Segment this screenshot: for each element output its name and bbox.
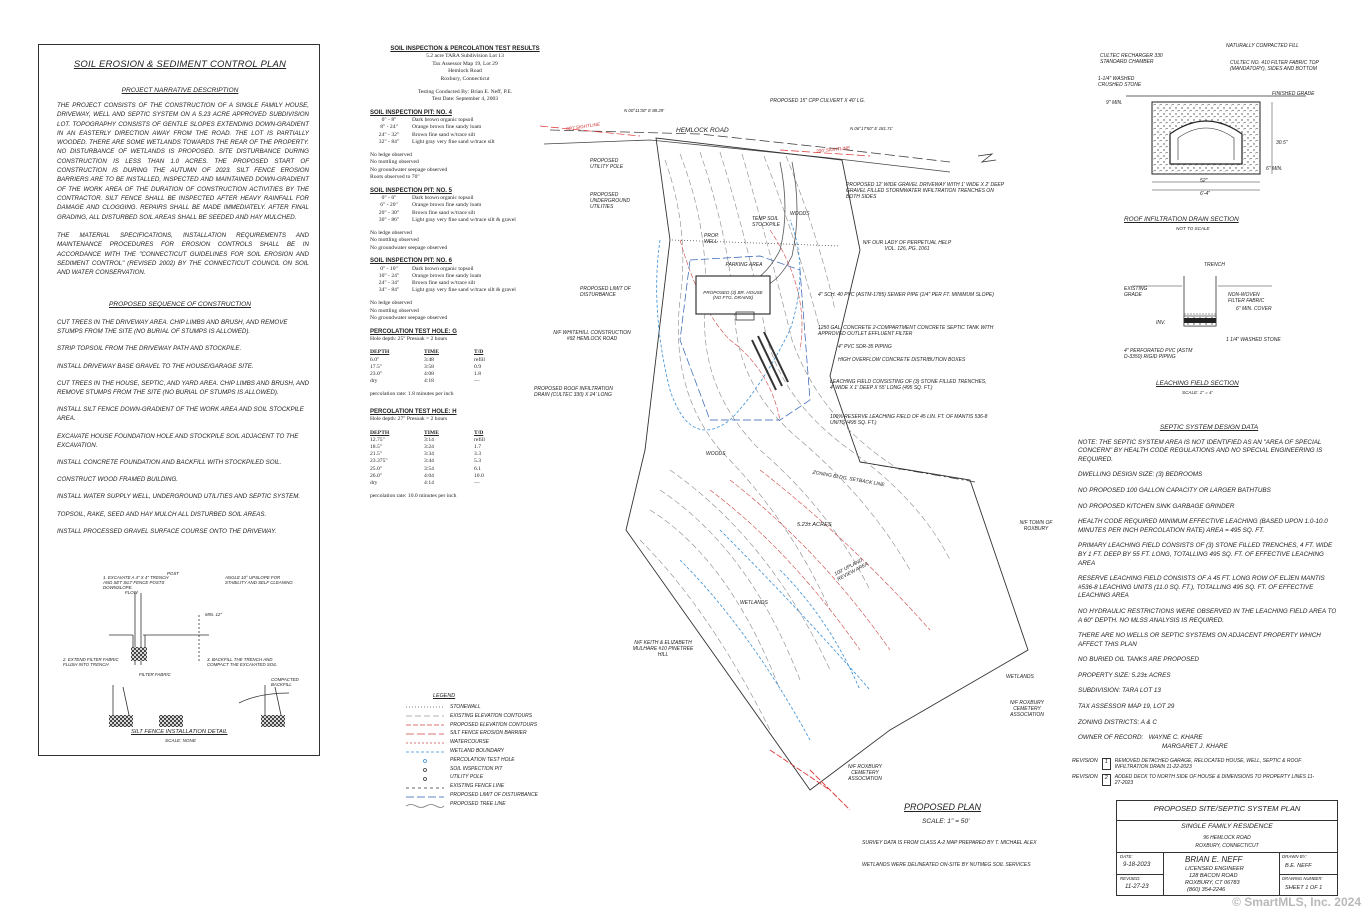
- revision-number: 1: [1102, 758, 1111, 770]
- stockpile-label: TEMP SOIL STOCKPILE: [752, 216, 780, 228]
- perc-header: DEPTH: [370, 349, 390, 356]
- perc-cell: 4:04: [424, 472, 434, 479]
- perc-cell: 18.5": [370, 444, 383, 451]
- leach-cover: 6" MIN. COVER: [1236, 306, 1272, 312]
- wetlands-note: WETLANDS WERE DELINEATED ON-SITE BY NUTMEG SOIL SERVICES: [862, 862, 1031, 868]
- soil-pit-cell: 32" - 84": [378, 138, 400, 145]
- wetlands-label: WETLANDS: [740, 600, 768, 606]
- sheet-title: PROPOSED SITE/SEPTIC SYSTEM PLAN: [1153, 804, 1301, 813]
- leach-section-scale: SCALE: 1" = 4': [1182, 390, 1213, 395]
- bearing-1: N 00°11'30" E 88.29': [624, 108, 665, 113]
- septic-note: NOTE: THE SEPTIC SYSTEM AREA IS NOT IDENTIFIED AS AN "AREA OF SPECIAL CONCERN" BY HEALTH CODE REGULATIONS AND NO SPECIAL ENGINEERING IS REQUIRED.: [1078, 438, 1323, 463]
- silt-flow-label: FLOW: [125, 590, 138, 595]
- perc-cell: 26.0": [370, 472, 383, 479]
- owner-1: WAYNE C. KHARE: [1148, 734, 1203, 742]
- septic-item: THERE ARE NO WELLS OR SEPTIC SYSTEMS ON ADJACENT PROPERTY WHICH AFFECT THIS PLAN: [1078, 632, 1321, 648]
- driveway-label: PROPOSED 12' WIDE GRAVEL DRIVEWAY WITH 1' WIDE X 2' DEEP GRAVEL FILLED STORMWATER INFILTRATION TRENCHES ON BOTH SIDES: [846, 182, 1004, 200]
- leach-grade: EXISTING GRADE: [1124, 286, 1148, 298]
- neighbor-lady-label: N/F OUR LADY OF PERPETUAL HELP VOL. 126, PG. 1061: [862, 240, 952, 252]
- road-label: HEMLOCK ROAD: [676, 127, 729, 134]
- survey-note: SURVEY DATA IS FROM CLASS A-2 MAP PREPARED BY T. MICHAEL ALEX: [862, 840, 1037, 846]
- soil-pit-row: [370, 273, 520, 280]
- sequence-step: INSTALL WATER SUPPLY WELL, UNDERGROUND UTILITIES AND SEPTIC SYSTEM.: [57, 493, 301, 501]
- owner-line: [1078, 734, 1340, 743]
- perc-cell: 3:24: [424, 444, 434, 451]
- soil-subtitle-1: 5.2 acre TARA Subdivision Lot 13: [426, 53, 504, 60]
- soil-pit-cell: Orange brown fine sandy loam: [412, 202, 482, 209]
- underground-utilities-label: PROPOSED UNDERGROUND UTILITIES: [590, 192, 630, 210]
- keith-label: N/F KEITH & ELIZABETH MULHARE #10 PINETREE HILL: [632, 640, 694, 658]
- address-1: 96 HEMLOCK ROAD: [1203, 835, 1251, 841]
- setback-label: ZONING BLDG. SETBACK LINE: [812, 469, 886, 489]
- septic-title: SEPTIC SYSTEM DESIGN DATA: [1159, 424, 1259, 431]
- narrative-paragraph-2: THE MATERIAL SPECIFICATIONS, INSTALLATION REQUIREMENTS AND MAINTENANCE PROCEDURES FOR EROSION CONTROLS SHALL BE IN ACCORDANCE WITH THE "CONNECTICUT GUIDELINES FOR SOIL EROSION AND SEDIMENT CONTROL" (REVISED 2002) BY THE CONNECTICUT COUNCIL ON SOIL AND WATER CONSERVATION.: [57, 232, 309, 277]
- soil-pit-table: [370, 266, 520, 295]
- leach-trench: TRENCH: [1204, 262, 1225, 268]
- revision-row: [1072, 774, 1322, 786]
- cemetery-label-2: N/F ROXBURY CEMETERY ASSOCIATION: [848, 764, 882, 782]
- roof-l2: NATURALLY COMPACTED FILL: [1226, 43, 1299, 49]
- roof-drain-label: PROPOSED ROOF INFILTRATION DRAIN (CULTEC 330) X 24' LONG: [534, 386, 613, 398]
- title-block: [1116, 800, 1338, 896]
- revisions: [1072, 758, 1322, 786]
- perc-hole: Hole depth: 27" Presoak = 2 hours: [370, 416, 448, 423]
- sequence-step: INSTALL SILT FENCE DOWN-GRADIENT OF THE WORK AREA AND SOIL STOCKPILE AREA.: [57, 406, 304, 423]
- septic-item: PROPERTY SIZE: 5.23± ACRES: [1078, 671, 1171, 679]
- watermark: © SmartMLS, Inc. 2024: [1232, 895, 1361, 909]
- leaching-trenches: [752, 332, 788, 390]
- sequence-step: CUT TREES IN THE HOUSE, SEPTIC, AND YARD AREA. CHIP LIMBS AND BRUSH, AND REMOVE STUMPS FROM THE SITE (NO BURIAL OF STUMPS IS ALLOWED).: [57, 379, 310, 397]
- soil-pit-cell: Dark brown organic topsoil: [412, 265, 474, 272]
- silt-angle-label: ANGLE 10° UPSLOPE FOR STABILITY AND SELF CLEANING: [225, 575, 293, 585]
- perc-header: T/D: [474, 349, 484, 356]
- roof-drain-section-drawing: [1126, 58, 1306, 208]
- perc-table: [370, 430, 524, 488]
- soil-pit-note: Roots observed to 70": [370, 174, 420, 181]
- erosion-control-panel: [38, 44, 320, 756]
- legend-item: WATERCOURSE: [450, 739, 489, 746]
- drawn-label: DRAWN BY:: [1282, 854, 1307, 859]
- perc-row: [370, 378, 524, 385]
- perc-cell: dry: [370, 378, 378, 385]
- engineer-line-1: LICENSED ENGINEER: [1185, 866, 1244, 872]
- roof-d5: 6" MIN.: [1266, 166, 1283, 172]
- perc-rate: percolation rate: 1.8 minutes per inch: [370, 391, 454, 398]
- silt-filter-label: FILTER FABRIC: [139, 672, 171, 677]
- perc-hole: Hole depth: 25" Presoak = 2 hours: [370, 335, 448, 342]
- perc-cell: 3:54: [424, 465, 434, 472]
- septic-item: NO PROPOSED KITCHEN SINK GARBAGE GRINDER: [1078, 502, 1235, 510]
- perc-cell: 1.7: [474, 444, 481, 451]
- roof-d2: 52": [1200, 178, 1208, 184]
- soil-pit-row: [370, 266, 520, 273]
- address-2: ROXBURY, CONNECTICUT: [1195, 843, 1259, 849]
- plan-title: PROPOSED PLAN: [904, 802, 982, 812]
- septic-tank-label: 1250 GAL. CONCRETE 2-COMPARTMENT CONCRETE SEPTIC TANK WITH APPROVED OUTLET EFFLUENT FILTER: [818, 325, 994, 337]
- soil-pit-table: [370, 195, 520, 224]
- septic-item: DWELLING DESIGN SIZE: (3) BEDROOMS: [1078, 471, 1203, 479]
- soil-subtitle-3: Hemlock Road: [448, 68, 482, 75]
- perc-title: PERCOLATION TEST HOLE: G: [370, 328, 457, 335]
- sequence-step: INSTALL CONCRETE FOUNDATION AND BACKFILL WITH STOCKPILED SOIL.: [57, 459, 282, 467]
- limit-label: PROPOSED LIMIT OF DISTURBANCE: [580, 286, 631, 298]
- soil-pit-title: SOIL INSPECTION PIT: NO. 4: [370, 109, 452, 116]
- septic-item: NO BURIED OIL TANKS ARE PROPOSED: [1078, 656, 1199, 664]
- panel-title: SOIL EROSION & SEDIMENT CONTROL PLAN: [73, 59, 287, 70]
- soil-pit-note: No ledge observed: [370, 300, 412, 307]
- owner-2: MARGARET J. KHARE: [1162, 742, 1228, 750]
- drawing-number: SHEET 1 OF 1: [1285, 885, 1323, 891]
- perc-cell: 3:14: [424, 436, 434, 443]
- soil-pit-cell: Light gray very fine sand w/trace silt: [412, 138, 495, 145]
- revision-label: REVISION: [1072, 774, 1098, 780]
- sequence-step: INSTALL PROCESSED GRAVEL SURFACE COURSE ONTO THE DRIVEWAY.: [57, 527, 277, 535]
- septic-design-data: [1078, 424, 1340, 751]
- roof-section-scale: NOT TO SCALE: [1176, 226, 1210, 231]
- perc-header: DEPTH: [370, 429, 390, 436]
- perc-row: [370, 444, 524, 451]
- soil-pit-cell: Orange brown fine sandy loam: [412, 124, 482, 131]
- legend-item: STONEWALL: [450, 704, 481, 710]
- soil-pit-note: No groundwater seepage observed: [370, 315, 448, 322]
- soil-pit-cell: 0" - 8": [381, 117, 397, 124]
- pvc-pipe-label: 4" PVC SDR-35 PIPING: [838, 344, 892, 350]
- dbox-label: HIGH OVERFLOW CONCRETE DISTRIBUTION BOXES: [838, 357, 966, 363]
- soil-pit-cell: Brown fine sand w/trace silt: [412, 279, 476, 286]
- perc-cell: 4:08: [424, 370, 434, 377]
- soil-pit-row: [370, 132, 499, 139]
- parking-label: PARKING AREA: [725, 262, 763, 268]
- sequence-step: EXCAVATE HOUSE FOUNDATION HOLE AND STOCKPILE SOIL ADJACENT TO THE EXCAVATION.: [57, 432, 299, 449]
- revision-text: REMOVED DETACHED GARAGE, RELOCATED HOUSE, WELL, SEPTIC & ROOF INFILTRATION DRAIN 11-22-2023: [1114, 758, 1302, 770]
- perc-cell: 3:34: [424, 451, 434, 458]
- soil-subtitle-2: Tax Assessor Map 19, Lot 29: [432, 60, 498, 67]
- revision-label: REVISION: [1072, 758, 1098, 764]
- septic-item: TAX ASSESSOR MAP 19, LOT 29: [1078, 703, 1175, 711]
- septic-item: PRIMARY LEACHING FIELD CONSISTS OF (3) STONE FILLED TRENCHES, 4 FT. WIDE BY 1 FT. DEEP BY 55 FT. LONG, TOTALLING 495 SQ. FT. OF EFFECTIVE LEACHING AREA: [1078, 542, 1333, 567]
- owner-label: OWNER OF RECORD:: [1078, 734, 1144, 742]
- legend-item: UTILITY POLE: [450, 774, 484, 781]
- soil-tested-by: Testing Conducted By: Brian E. Neff, P.E.: [417, 89, 513, 96]
- sequence-list: [57, 318, 313, 544]
- soil-pit-cell: 6" - 20": [380, 202, 398, 209]
- engineer-line-2: 128 BACON ROAD: [1189, 873, 1238, 879]
- legend-item: EXISTING FENCE LINE: [450, 783, 505, 790]
- soil-pit-cell: 30" - 86": [378, 216, 400, 223]
- septic-item: NO HYDRAULIC RESTRICTIONS WERE OBSERVED IN THE LEACHING FIELD AREA TO A 60" DEPTH. NO MLSS ANALYSIS IS REQUIRED.: [1078, 607, 1337, 624]
- property-boundary: [626, 138, 1028, 790]
- perc-cell: 0.9: [474, 363, 481, 370]
- bearing-2: N 06°17'50" E 181.71': [850, 126, 893, 131]
- woods-label-1: WOODS: [790, 211, 810, 217]
- revised-value: 11-27-23: [1125, 884, 1149, 890]
- perc-row: [370, 437, 524, 444]
- septic-item: HEALTH CODE REQUIRED MINIMUM EFFECTIVE LEACHING (BASED UPON 1.0-10.0 MINUTES PER INCH PERCOLATION RATE) AREA = 495 SQ. FT.: [1078, 518, 1328, 534]
- silt-fence-caption: SILT FENCE INSTALLATION DETAIL: [131, 729, 228, 735]
- perc-row: [370, 458, 524, 465]
- perc-cell: 12.75": [370, 436, 385, 443]
- perc-cell: refill: [474, 436, 485, 443]
- perc-row: [370, 480, 524, 487]
- roof-l3: CULTEC NO. 410 FILTER FABRIC TOP (MANDATORY), SIDES AND BOTTOM: [1230, 60, 1319, 72]
- neighbor-whitehill-label: N/F WHITEHILL CONSTRUCTION #92 HEMLOCK ROAD: [553, 330, 631, 342]
- soil-pit-row: [370, 202, 520, 209]
- sequence-step: INSTALL DRIVEWAY BASE GRAVEL TO THE HOUSE/GARAGE SITE.: [57, 362, 254, 370]
- soil-pit-cell: 34" - 84": [378, 287, 400, 294]
- roof-d3: 30.5": [1276, 140, 1288, 146]
- sequence-step: TOPSOIL, RAKE, SEED AND HAY MULCH ALL DISTURBED SOIL AREAS.: [57, 510, 267, 518]
- silt-fence-scale: SCALE: NONE: [165, 738, 196, 743]
- leach-section-caption: LEACHING FIELD SECTION: [1156, 380, 1239, 387]
- perc-header-row: [370, 430, 524, 437]
- roof-l5: FINISHED GRADE: [1272, 91, 1315, 97]
- soil-pit-row: [370, 217, 520, 224]
- woods-label-2: WOODS: [706, 451, 726, 457]
- septic-item: SUBDIVISION: TARA LOT 13: [1078, 687, 1161, 695]
- narrative-paragraph-1: THE PROJECT CONSISTS OF THE CONSTRUCTION OF A SINGLE FAMILY HOUSE, DRIVEWAY, WELL AND SEPTIC SYSTEM ON A 5.23 ACRE APPROVED SUBDIVISION LOT. TOPOGRAPHY CONSISTS OF GENTLE SLOPES EXTENDING DOWN-GRADIENT IN AN EASTERLY DIRECTION AWAY FROM THE ROAD. THE LOT IS PARTIALLY WOODED. THERE ARE SOME WETLANDS TOWARDS THE REAR OF THE PROPERTY. NO DISTURBANCE OF WETLANDS IS PROPOSED. SITE DISTURBANCE DURING CONSTRUCTION IS LESS THAN 1.0 ACRES. THE PROPOSED START OF CONSTRUCTION IS DURING THE AUTUMN OF 2023. SILT FENCE EROSION BARRIERS ARE TO BE INSTALLED, INSPECTED AND MAINTAINED DOWN-GRADIENT OF THE WORK AREA OF THE DURATION OF CONSTRUCTION ACTIVITIES BY THE CONTRACTOR. SILT FENCE SHALL BE INSPECTED AFTER HEAVY RAINFALL FOR DAMAGE AND CLOGGING. REPAIRS SHALL BE MADE IMMEDIATELY. AFTER FINAL GRADING, ALL DISTURBED SOIL AREAS SHALL BE SEEDED AND HAY MULCHED.: [57, 102, 309, 221]
- silt-step-3: 3. BACKFILL THE TRENCH AND COMPACT THE EXCAVATED SOIL: [207, 657, 277, 667]
- perc-cell: 21.5": [370, 451, 383, 458]
- narrative-heading: PROJECT NARRATIVE DESCRIPTION: [121, 87, 239, 94]
- silt-backfill-label: COMPACTED BACKFILL: [271, 677, 299, 687]
- sequence-step: CONSTRUCT WOOD FRAMED BUILDING.: [57, 476, 179, 484]
- revision-number: 2: [1102, 774, 1111, 786]
- soil-pit-cell: 24" - 32": [378, 131, 400, 138]
- legend-item: WETLAND BOUNDARY: [450, 747, 504, 754]
- drawing-number-label: DRAWING NUMBER:: [1282, 876, 1323, 881]
- roof-section-caption: ROOF INFILTRATION DRAIN SECTION: [1124, 216, 1239, 223]
- soil-pit-note: No groundwater seepage observed: [370, 166, 448, 173]
- wetlands-label-2: WETLANDS: [1006, 674, 1034, 680]
- culvert-label: PROPOSED 15" CPP CULVERT X 40' LG.: [770, 98, 865, 104]
- legend-item: PROPOSED TREE LINE: [450, 800, 506, 807]
- soil-pit-cell: Dark brown organic topsoil: [412, 117, 474, 124]
- soil-pit-note: No mottling observed: [370, 237, 419, 244]
- soil-pit-title: SOIL INSPECTION PIT: NO. 5: [370, 187, 452, 194]
- legend-item: EXISTING ELEVATION CONTOURS: [450, 712, 533, 719]
- sightline-label-2: 200' SIGHTLINE: [815, 145, 851, 154]
- soil-pit-cell: Brown fine sand w/trace silt: [412, 131, 476, 138]
- soil-pit-row: [370, 210, 520, 217]
- soil-pit-table: [370, 117, 499, 146]
- perc-header: T/D: [474, 429, 484, 436]
- perc-row: [370, 371, 524, 378]
- sightline-label-1: 200' SIGHTLINE: [565, 121, 601, 132]
- soil-pit-row: [370, 287, 520, 294]
- soil-pit-note: No groundwater seepage observed: [370, 244, 448, 251]
- perc-cell: 23.0": [370, 370, 383, 377]
- sequence-heading: PROPOSED SEQUENCE OF CONSTRUCTION: [108, 301, 252, 308]
- roof-l4: 1-1/4" WASHED CRUSHED STONE: [1098, 76, 1142, 88]
- perc-cell: 17.5": [370, 363, 383, 370]
- town-label: N/F TOWN OF ROXBURY: [1019, 520, 1053, 532]
- legend-item: PROPOSED LIMIT OF DISTURBANCE: [450, 791, 538, 798]
- leach-fabric: NON-WOVEN FILTER FABRIC: [1228, 292, 1265, 304]
- septic-item: ZONING DISTRICTS: A & C: [1078, 718, 1157, 726]
- silt-step-1: 1. EXCAVATE A 4" X 4" TRENCH AND SET SILT FENCE POSTS DOWNSLOPE.: [103, 575, 169, 590]
- acres-label: 5.23± ACRES: [797, 522, 832, 528]
- legend-item: PROPOSED ELEVATION CONTOURS: [450, 721, 538, 728]
- perc-cell: 10.0: [474, 472, 484, 479]
- leach-stone: 1 1/4" WASHED STONE: [1226, 337, 1281, 343]
- soil-pit-cell: 0" - 10": [380, 265, 398, 272]
- reserve-label: 100% RESERVE LEACHING FIELD OF 45 LIN. FT. OF MANTIS 536-8 UNITS (495 SQ. FT.): [830, 414, 988, 426]
- legend-item: PERCOLATION TEST HOLE: [450, 756, 515, 763]
- legend-title: LEGEND: [433, 693, 456, 699]
- leach-pipe: 4" PERFORATED PVC (ASTM D-3350) RIGID PIPING: [1124, 348, 1193, 360]
- soil-pit-cell: 20" - 30": [378, 209, 400, 216]
- revision-row: [1072, 758, 1322, 770]
- revision-text: ADDED DECK TO NORTH SIDE OF HOUSE & DIMENSIONS TO PROPERTY LINES 11-27-2023: [1114, 774, 1315, 786]
- engineer-line-4: (860) 354-2246: [1187, 887, 1226, 893]
- perc-row: [370, 451, 524, 458]
- perc-cell: dry: [370, 480, 378, 487]
- perc-row: [370, 364, 524, 371]
- engineer-line-3: ROXBURY, CT 06783: [1185, 880, 1240, 886]
- soil-title: SOIL INSPECTION & PERCOLATION TEST RESULTS: [390, 46, 540, 52]
- soil-pit-note: No ledge observed: [370, 152, 412, 159]
- utility-pole-label: PROPOSED UTILITY POLE: [590, 158, 624, 170]
- legend-symbols: [404, 703, 448, 813]
- cemetery-label-1: N/F ROXBURY CEMETERY ASSOCIATION: [1010, 700, 1044, 718]
- roof-l1: CULTEC RECHARGER 330 STANDARD CHAMBER: [1100, 53, 1163, 65]
- roof-d1: 9" MIN.: [1106, 100, 1123, 106]
- soil-pit-note: No mottling observed: [370, 307, 419, 314]
- soil-pit-row: [370, 124, 499, 131]
- soil-pit-cell: 0" - 6": [381, 195, 397, 202]
- perc-cell: —: [474, 480, 480, 487]
- roof-d4: 6'-4": [1200, 191, 1210, 197]
- soil-test-date: Test Date: September 4, 2003: [431, 96, 499, 103]
- perc-cell: 4:18: [424, 378, 434, 385]
- perc-cell: 6.0": [370, 356, 380, 363]
- perc-row: [370, 466, 524, 473]
- soil-pit-cell: Dark brown organic topsoil: [412, 195, 474, 202]
- leach-inv: INV.: [1156, 320, 1166, 326]
- perc-header-row: [370, 349, 524, 356]
- soil-pit-row: [370, 139, 499, 146]
- silt-step-2: 2. EXTEND FILTER FABRIC FLUSH INTO TRENCH: [63, 657, 119, 667]
- perc-row: [370, 473, 524, 480]
- soil-pit-cell: Light gray very fine sand w/trace silt & gravel: [412, 216, 516, 223]
- perc-header: TIME: [424, 429, 439, 436]
- perc-cell: 4:14: [424, 480, 434, 487]
- soil-pit-cell: Brown fine sand w/trace silt: [412, 209, 476, 216]
- soil-subtitle-4: Roxbury, Connecticut: [440, 75, 490, 82]
- plan-scale: SCALE: 1" = 50': [922, 818, 970, 825]
- perc-cell: 3:58: [424, 363, 434, 370]
- perc-cell: 3:48: [424, 356, 434, 363]
- legend-item: SOIL INSPECTION PIT: [450, 765, 503, 772]
- perc-cell: 6.1: [474, 465, 481, 472]
- soil-pit-cell: 24" - 34": [378, 279, 400, 286]
- perc-cell: 25.0": [370, 465, 383, 472]
- silt-post-label: POST: [167, 571, 179, 576]
- perc-cell: 1.8: [474, 370, 481, 377]
- soil-pit-cell: Orange brown fine sandy loam: [412, 272, 482, 279]
- date-label: DATE:: [1120, 854, 1133, 859]
- soil-pit-cell: 8" - 24": [380, 124, 398, 131]
- drawn-value: B.E. NEFF: [1285, 863, 1312, 869]
- soil-pit-cell: Light gray very fine sand w/trace silt & gravel: [412, 287, 516, 294]
- perc-title: PERCOLATION TEST HOLE: H: [370, 408, 457, 415]
- leaching-label: LEACHING FIELD CONSISTING OF (3) STONE FILLED TRENCHES, 4' WIDE X 1' DEEP X 55' LONG (495 SQ. FT.): [830, 379, 987, 391]
- soil-pit-note: No ledge observed: [370, 229, 412, 236]
- soil-pit-cell: 10" - 24": [378, 272, 400, 279]
- septic-item: RESERVE LEACHING FIELD CONSISTS OF A 45 FT. LONG ROW OF ELJEN MANTIS #536-8 LEACHING UNITS (11.0 SQ. FT.), TOTALLING 495 SQ. FT. OF EFFECTIVE LEACHING AREA: [1078, 575, 1325, 600]
- septic-item: NO PROPOSED 100 GALLON CAPACITY OR LARGER BATHTUBS: [1078, 486, 1271, 494]
- engineer-name: BRIAN E. NEFF: [1185, 855, 1243, 864]
- soil-pit-note: No mottling observed: [370, 159, 419, 166]
- house-label: PROPOSED (3) BR. HOUSE (NO FTG. DRAINS): [703, 290, 763, 300]
- legend-item: SILT FENCE EROSION BARRIER: [450, 730, 527, 737]
- perc-cell: 3:44: [424, 458, 434, 465]
- date-value: 9-18-2023: [1123, 862, 1151, 868]
- perc-cell: 23.375": [370, 458, 388, 465]
- perc-cell: 3.3: [474, 451, 481, 458]
- silt-min-label: MIN. 12": [205, 612, 222, 617]
- sequence-step: CUT TREES IN THE DRIVEWAY AREA. CHIP LIMBS AND BRUSH, AND REMOVE STUMPS FROM THE SITE (NO BURIAL OF STUMPS IS ALLOWED).: [57, 319, 288, 336]
- perc-cell: —: [474, 378, 480, 385]
- sequence-step: STRIP TOPSOIL FROM THE DRIVEWAY PATH AND STOCKPILE.: [57, 345, 242, 353]
- revised-label: REVISED:: [1120, 876, 1141, 881]
- upland-label: 100' UPLAND REVIEW AREA: [833, 557, 870, 583]
- sewer-pipe-label: 4" SCH. 40 PVC (ASTM-1785) SEWER PIPE (1/4" PER FT. MINIMUM SLOPE): [818, 292, 994, 298]
- sheet-subtitle: SINGLE FAMILY RESIDENCE: [1181, 823, 1273, 830]
- soil-pit-title: SOIL INSPECTION PIT: NO. 6: [370, 258, 452, 265]
- well-label: PROP. WELL: [704, 233, 719, 245]
- perc-cell: refill: [474, 356, 485, 363]
- perc-cell: 5.3: [474, 458, 481, 465]
- perc-table: [370, 349, 524, 385]
- perc-rate: percolation rate: 10.0 minutes per inch: [370, 493, 457, 500]
- perc-row: [370, 357, 524, 364]
- legend-list: [450, 703, 538, 809]
- perc-header: TIME: [424, 349, 439, 356]
